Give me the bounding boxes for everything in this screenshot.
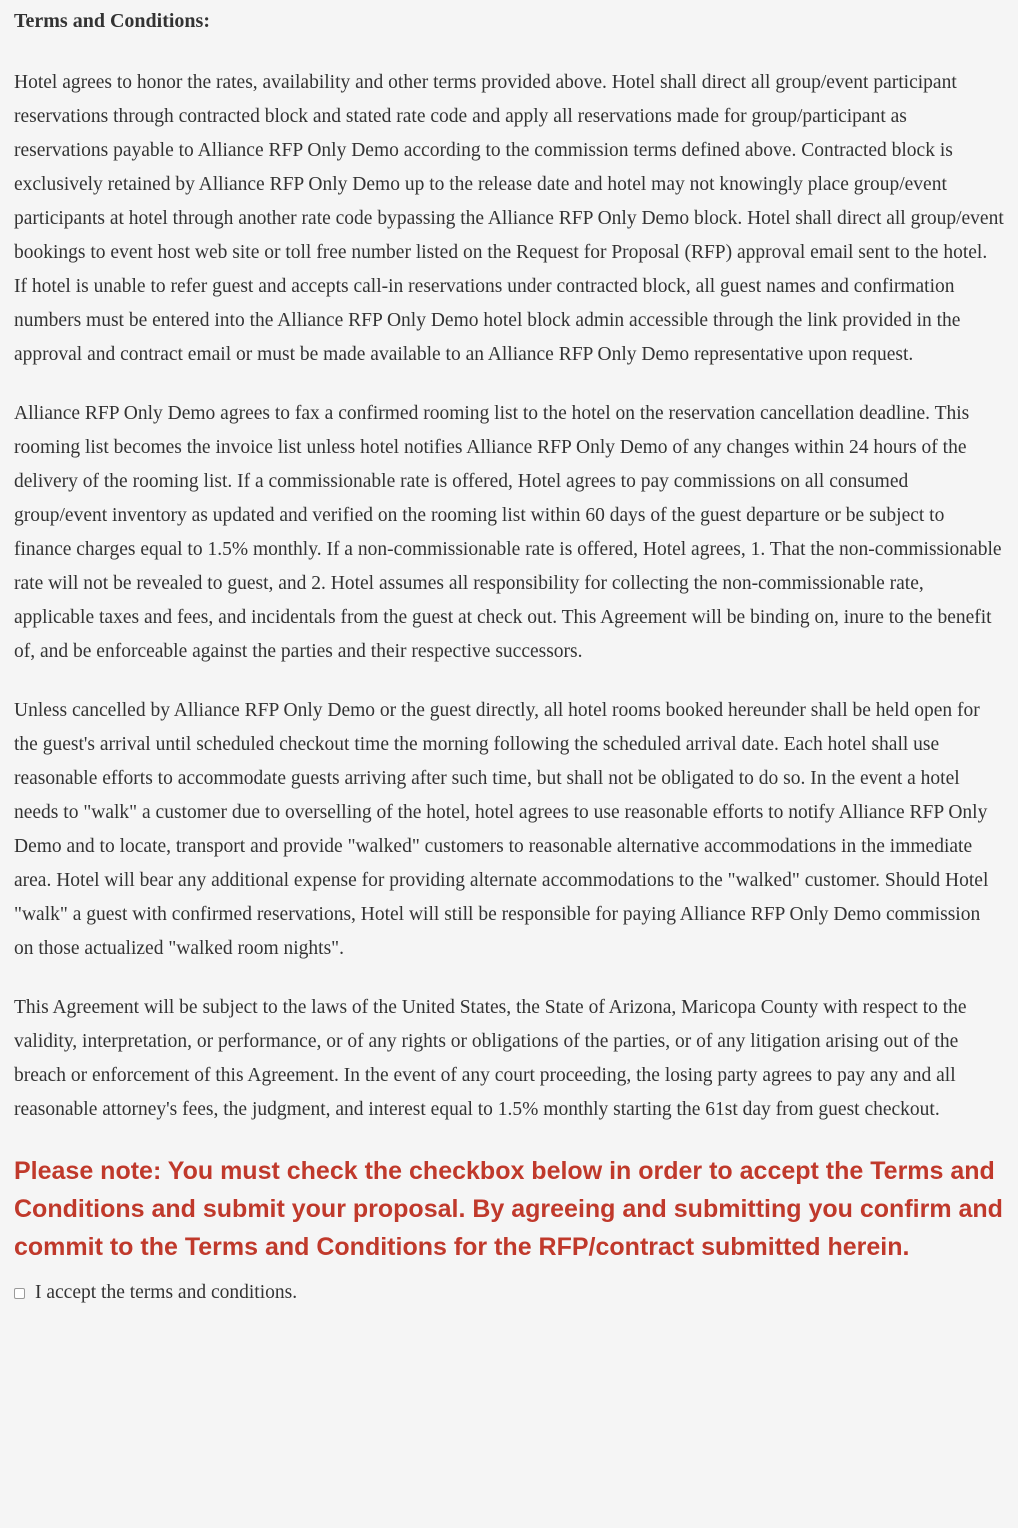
terms-paragraph-1: Hotel agrees to honor the rates, availability and other terms provided above. Hotel shall direct all group/event participant reservations through contracted block and stated rate code and apply all reservations made for group/participant as reservations payable to Alliance RFP Only Demo according to the commission terms defined above. Contracted block is exclusively retained by Alliance RFP Only Demo up to the release date and hotel may not knowingly place group/event participants at hotel through another rate code bypassing the Alliance RFP Only Demo block. Hotel shall direct all group/event bookings to event host web site or toll free number listed on the Request for Proposal (RFP) approval email sent to the hotel. If hotel is unable to refer guest and accepts call-in reservations under contracted block, all guest names and confirmation numbers must be entered into the Alliance RFP Only Demo hotel block admin accessible through the link provided in the approval and contract email or must be made available to an Alliance RFP Only Demo representative upon request. <box>14 72 1004 365</box>
accept-terms-label[interactable]: I accept the terms and conditions. <box>35 1282 298 1303</box>
accept-terms-checkbox[interactable] <box>14 1288 25 1299</box>
terms-paragraph-2: Alliance RFP Only Demo agrees to fax a confirmed rooming list to the hotel on the reservation cancellation deadline. This rooming list becomes the invoice list unless hotel notifies Alliance RFP Only Demo of any changes within 24 hours of the delivery of the rooming list. If a commissionable rate is offered, Hotel agrees to pay commissions on all consumed group/event inventory as updated and verified on the rooming list within 60 days of the guest departure or be subject to finance charges equal to 1.5% monthly. If a non-commissionable rate is offered, Hotel agrees, 1. That the non-commissionable rate will not be revealed to guest, and 2. Hotel assumes all responsibility for collecting the non-commissionable rate, applicable taxes and fees, and incidentals from the guest at check out. This Agreement will be binding on, inure to the benefit of, and be enforceable against the parties and their respective successors. <box>14 403 1002 662</box>
terms-paragraph-3: Unless cancelled by Alliance RFP Only Demo or the guest directly, all hotel rooms booked hereunder shall be held open for the guest's arrival until scheduled checkout time the morning following the scheduled arrival date. Each hotel shall use reasonable efforts to accommodate guests arriving after such time, but shall not be obligated to do so. In the event a hotel needs to "walk" a customer due to overselling of the hotel, hotel agrees to use reasonable efforts to notify Alliance RFP Only Demo and to locate, transport and provide "walked" customers to reasonable alternative accommodations in the immediate area. Hotel will bear any additional expense for providing alternate accommodations to the "walked" customer. Should Hotel "walk" a guest with confirmed reservations, Hotel will still be responsible for paying Alliance RFP Only Demo commission on those actualized "walked room nights". <box>14 700 989 959</box>
accept-terms-row[interactable] <box>14 1280 1004 1306</box>
terms-heading: Terms and Conditions: <box>14 10 210 32</box>
terms-section <box>14 8 1004 1306</box>
acceptance-notice: Please note: You must check the checkbox below in order to accept the Terms and Conditions and submit your proposal. By agreeing and submitting you confirm and commit to the Terms and Conditions for the RFP/contract submitted herein. <box>14 1157 1003 1261</box>
terms-paragraph-4: This Agreement will be subject to the laws of the United States, the State of Arizona, Maricopa County with respect to the validity, interpretation, or performance, or of any rights or obligations of the parties, or of any litigation arising out of the breach or enforcement of this Agreement. In the event of any court proceeding, the losing party agrees to pay any and all reasonable attorney's fees, the judgment, and interest equal to 1.5% monthly starting the 61st day from guest checkout. <box>14 997 967 1120</box>
